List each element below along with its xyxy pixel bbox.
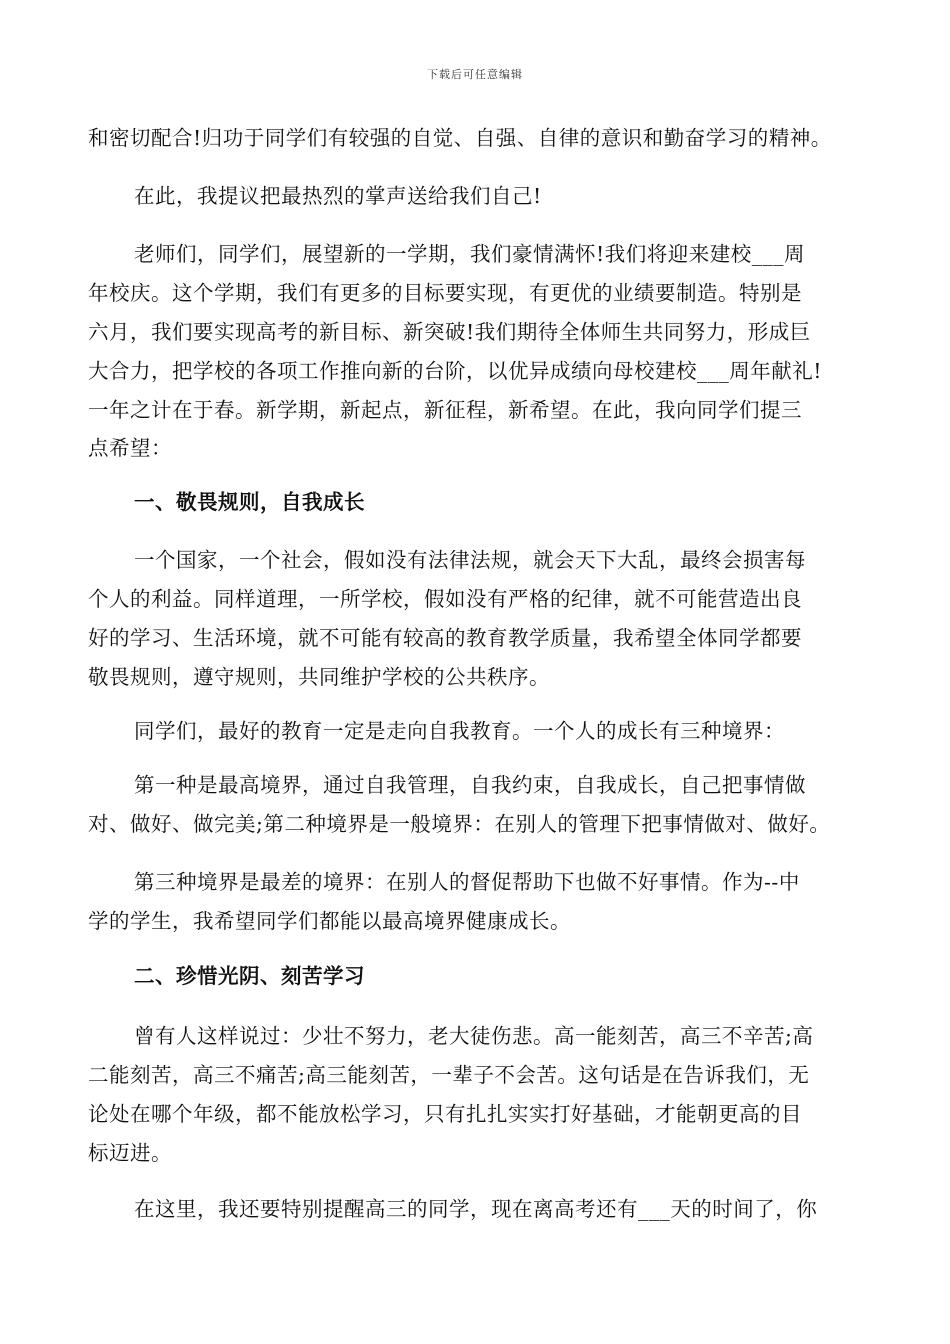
paragraph-line: 敬畏规则，遵守规则，共同维护学校的公共秩序。: [88, 665, 550, 689]
paragraph-line: 大合力，把学校的各项工作推向新的台阶，以优异成绩向母校建校___周年献礼!: [88, 359, 822, 383]
paragraph-line: 第三种境界是最差的境界：在别人的督促帮助下也做不好事情。作为--中: [134, 870, 800, 894]
paragraph-line: 在此，我提议把最热烈的掌声送给我们自己!: [134, 184, 542, 208]
paragraph-line: 六月，我们要实现高考的新目标、新突破!我们期待全体师生共同努力，形成巨: [88, 320, 811, 344]
section-heading: 二、珍惜光阴、刻苦学习: [134, 964, 365, 988]
paragraph-line: 曾有人这样说过：少壮不努力，老大徒伤悲。高一能刻苦，高三不辛苦;高: [134, 1024, 814, 1048]
paragraph-line: 在这里，我还要特别提醒高三的同学，现在离高考还有___天的时间了，你: [134, 1197, 818, 1221]
page-header-note: 下载后可任意编辑: [427, 68, 523, 81]
paragraph-line: 一年之计在于春。新学期，新起点，新征程，新希望。在此，我向同学们提三: [88, 398, 802, 422]
paragraph-line: 同学们，最好的教育一定是走向自我教育。一个人的成长有三种境界：: [134, 719, 785, 743]
paragraph-line: 学的学生，我希望同学们都能以最高境界健康成长。: [88, 909, 571, 933]
paragraph-line: 第一种是最高境界，通过自我管理，自我约束，自我成长，自己把事情做: [134, 773, 806, 797]
paragraph-line: 点希望：: [88, 436, 172, 460]
paragraph-line: 老师们，同学们，展望新的一学期，我们豪情满怀!我们将迎来建校___周: [134, 242, 805, 266]
paragraph-line: 好的学习、生活环境，就不可能有较高的教育教学质量，我希望全体同学都要: [88, 626, 802, 650]
paragraph-line: 标迈进。: [88, 1141, 172, 1165]
paragraph-line: 年校庆。这个学期，我们有更多的目标要实现，有更优的业绩要制造。特别是: [88, 281, 802, 305]
paragraph-line: 对、做好、做完美;第二种境界是一般境界：在别人的管理下把事情做对、做好。: [88, 812, 831, 836]
paragraph-line: 一个国家，一个社会，假如没有法律法规，就会天下大乱，最终会损害每: [134, 548, 806, 572]
paragraph-line: 论处在哪个年级，都不能放松学习，只有扎扎实实打好基础，才能朝更高的目: [88, 1102, 802, 1126]
paragraph-line: 和密切配合!归功于同学们有较强的自觉、自强、自律的意识和勤奋学习的精神。: [88, 126, 832, 150]
section-heading: 一、敬畏规则，自我成长: [134, 490, 365, 514]
paragraph-line: 二能刻苦，高三不痛苦;高三能刻苦，一辈子不会苦。这句话是在告诉我们，无: [88, 1063, 810, 1087]
paragraph-line: 个人的利益。同样道理，一所学校，假如没有严格的纪律，就不可能营造出良: [88, 587, 802, 611]
